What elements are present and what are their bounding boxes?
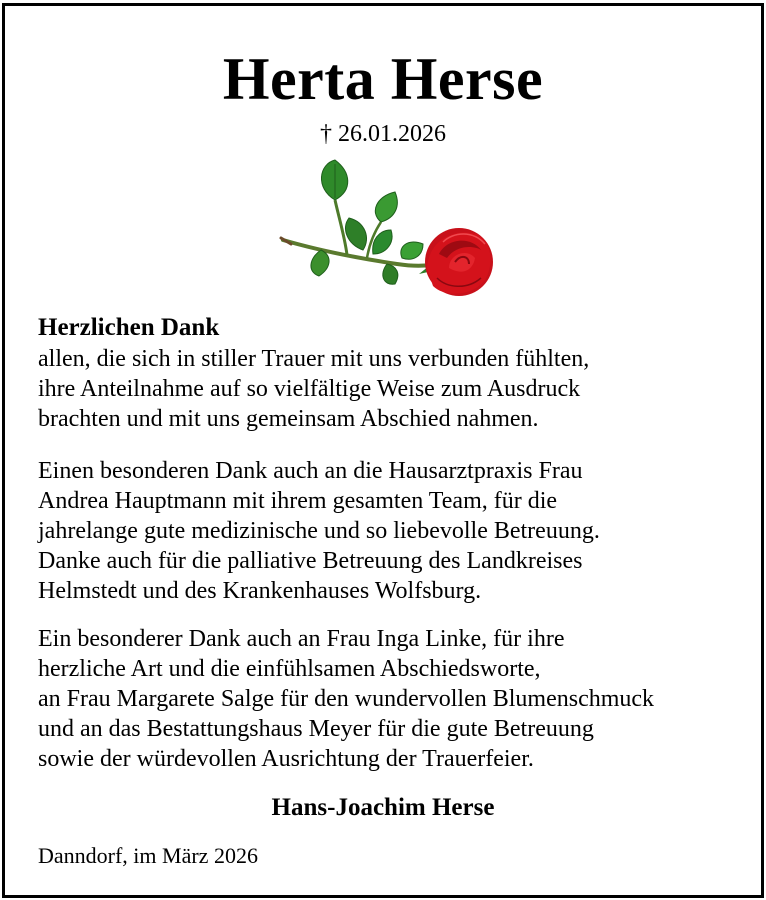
paragraph-line: Ein besonderer Dank auch an Frau Inga Linke, für ihre	[38, 626, 565, 652]
paragraph-line: brachten und mit uns gemeinsam Abschied nahmen.	[38, 406, 539, 432]
signature: Hans-Joachim Herse	[271, 794, 495, 821]
paragraph-line: an Frau Margarete Salge für den wundervollen Blumenschmuck	[38, 686, 655, 712]
death-date: † 26.01.2026	[320, 121, 446, 147]
deceased-name: Herta Herse	[222, 46, 544, 112]
paragraph-line: Einen besonderen Dank auch an die Hausarztpraxis Frau	[38, 458, 583, 484]
paragraph-line: Danke auch für die palliative Betreuung des Landkreises	[38, 548, 583, 574]
notice-frame	[2, 3, 764, 898]
paragraph-line: ihre Anteilnahme auf so vielfältige Weise zum Ausdruck	[38, 376, 581, 402]
place-date: Danndorf, im März 2026	[38, 843, 258, 868]
paragraph-line: herzliche Art und die einfühlsamen Abschiedsworte,	[38, 656, 541, 682]
thanks-heading: Herzlichen Dank	[38, 314, 220, 341]
paragraph-line: Helmstedt und des Krankenhauses Wolfsburg.	[38, 578, 482, 604]
paragraph-line: Andrea Hauptmann mit ihrem gesamten Team, für die	[38, 488, 558, 514]
paragraph-line: und an das Bestattungshaus Meyer für die gute Betreuung	[38, 716, 594, 742]
rose-icon	[277, 158, 497, 303]
thanks-paragraph-1	[38, 344, 738, 434]
thanks-paragraph-2	[38, 456, 738, 606]
paragraph-line: jahrelange gute medizinische und so liebevolle Betreuung.	[38, 518, 600, 544]
thanks-paragraph-3	[38, 624, 738, 774]
paragraph-line: sowie der würdevollen Ausrichtung der Trauerfeier.	[38, 746, 534, 772]
paragraph-line: allen, die sich in stiller Trauer mit uns verbunden fühlten,	[38, 346, 590, 372]
